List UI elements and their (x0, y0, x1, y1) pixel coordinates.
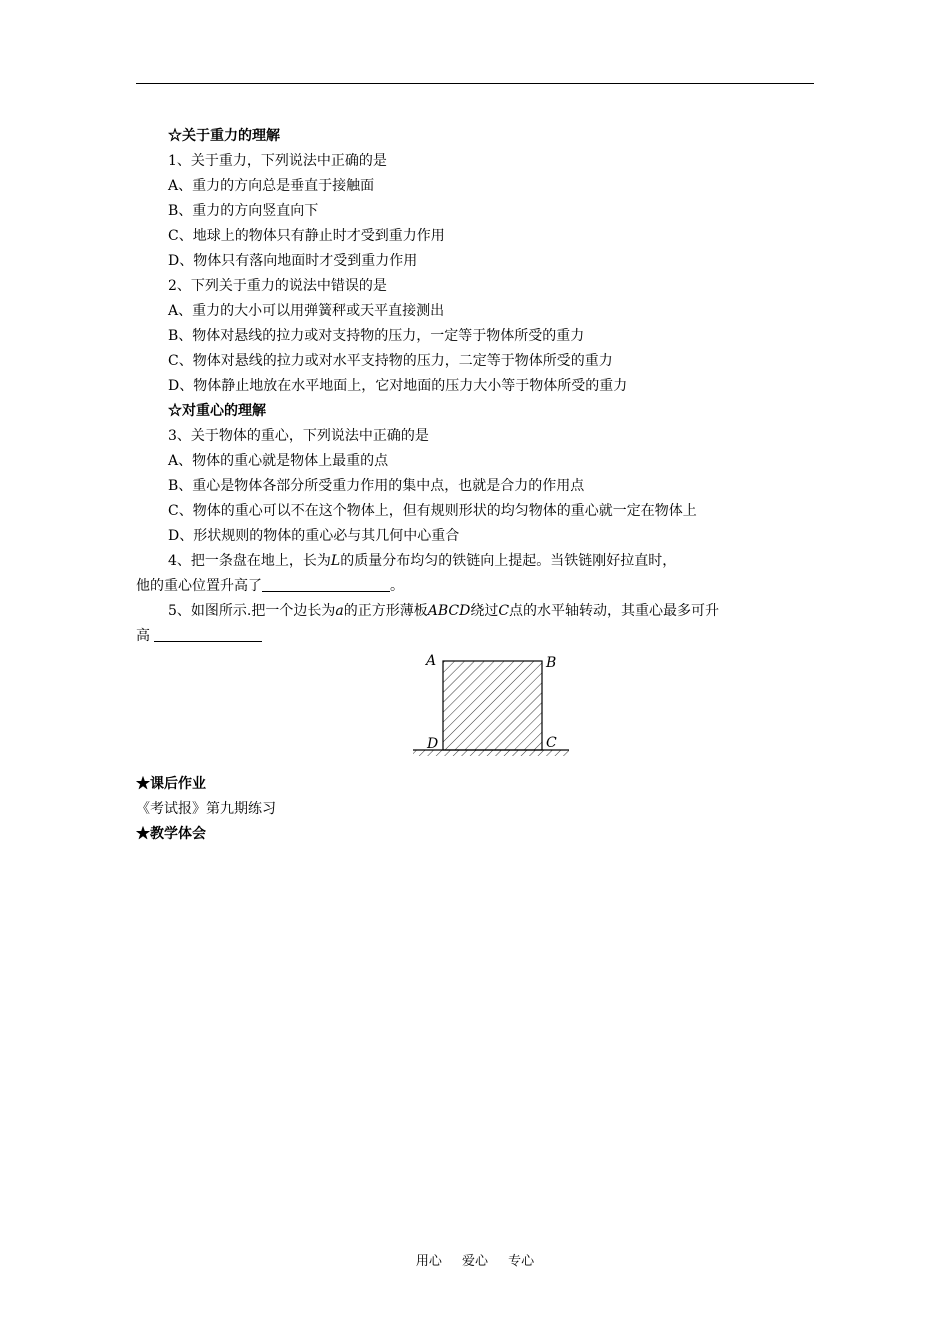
question-3-option-b: B、重心是物体各部分所受重力作用的集中点，也就是合力的作用点 (168, 478, 585, 494)
question-3-stem: 3、关于物体的重心，下列说法中正确的是 (168, 428, 429, 444)
footer-item-1: 用心 (415, 1254, 442, 1269)
question-5-var-c: C (498, 603, 510, 619)
section-heading-gravity: ☆关于重力的理解 (168, 128, 280, 144)
question-4-text-c: 他的重心位置升高了 (136, 578, 262, 594)
question-4-answer-blank[interactable] (262, 576, 390, 592)
label-b: B (546, 655, 557, 671)
header-rule (136, 83, 814, 84)
question-2-option-d: D、物体静止地放在水平地面上，它对地面的压力大小等于物体所受的重力 (168, 378, 628, 394)
question-4-text-a: 4、把一条盘在地上，长为 (168, 553, 331, 569)
question-5-var-a: a (335, 603, 344, 619)
question-1-option-d: D、物体只有落向地面时才受到重力作用 (168, 253, 418, 269)
section-heading-center-of-gravity: ☆对重心的理解 (168, 403, 266, 419)
question-5-text-b: 的正方形薄板 (343, 603, 428, 619)
footer-item-2: 爱心 (461, 1254, 488, 1269)
page-footer (0, 1250, 950, 1269)
question-1-stem: 1、关于重力，下列说法中正确的是 (168, 153, 387, 169)
question-3-option-a: A、物体的重心就是物体上最重的点 (168, 453, 389, 469)
question-4-line-1 (136, 549, 816, 574)
square-plate-figure (408, 648, 572, 760)
label-c: C (546, 735, 557, 751)
question-4-line-2 (136, 574, 816, 599)
homework-text: 《考试报》第九期练习 (136, 801, 276, 817)
reflection-heading: ★教学体会 (136, 826, 206, 842)
question-1-option-b: B、重力的方向竖直向下 (168, 203, 319, 219)
footer-item-3: 专心 (508, 1254, 535, 1269)
question-5-text-d: 点的水平轴转动，其重心最多可升 (509, 603, 720, 619)
question-2-option-c: C、物体对悬线的拉力或对水平支持物的压力，二定等于物体所受的重力 (168, 353, 613, 369)
question-5-var-abcd: ABCD (427, 603, 471, 619)
question-3-option-d: D、形状规则的物体的重心必与其几何中心重合 (168, 528, 460, 544)
question-4-var-l: L (330, 553, 341, 569)
homework-heading: ★课后作业 (136, 776, 206, 792)
question-5-answer-blank[interactable] (154, 626, 262, 642)
question-5-text-a: 5、如图所示.把一个边长为 (168, 603, 336, 619)
label-d: D (427, 736, 439, 752)
document-body (136, 124, 816, 649)
question-2-stem: 2、下列关于重力的说法中错误的是 (168, 278, 387, 294)
question-5-text-c: 绕过 (470, 603, 499, 619)
question-4-period: 。 (390, 578, 404, 594)
question-2-option-a: A、重力的大小可以用弹簧秤或天平直接测出 (168, 303, 445, 319)
question-1-option-a: A、重力的方向总是垂直于接触面 (168, 178, 375, 194)
question-5-line-1 (136, 599, 816, 624)
label-a: A (426, 653, 437, 669)
question-4-text-b: 的质量分布均匀的铁链向上提起。当铁链刚好拉直时， (340, 553, 677, 569)
question-1-option-c: C、地球上的物体只有静止时才受到重力作用 (168, 228, 445, 244)
question-5-line-2 (136, 624, 816, 649)
question-5-text-e: 高 (136, 628, 150, 644)
question-3-option-c: C、物体的重心可以不在这个物体上，但有规则形状的均匀物体的重心就一定在物体上 (168, 503, 697, 519)
square-plate (443, 661, 542, 750)
homework-block (136, 772, 816, 847)
question-2-option-b: B、物体对悬线的拉力或对支持物的压力，一定等于物体所受的重力 (168, 328, 585, 344)
